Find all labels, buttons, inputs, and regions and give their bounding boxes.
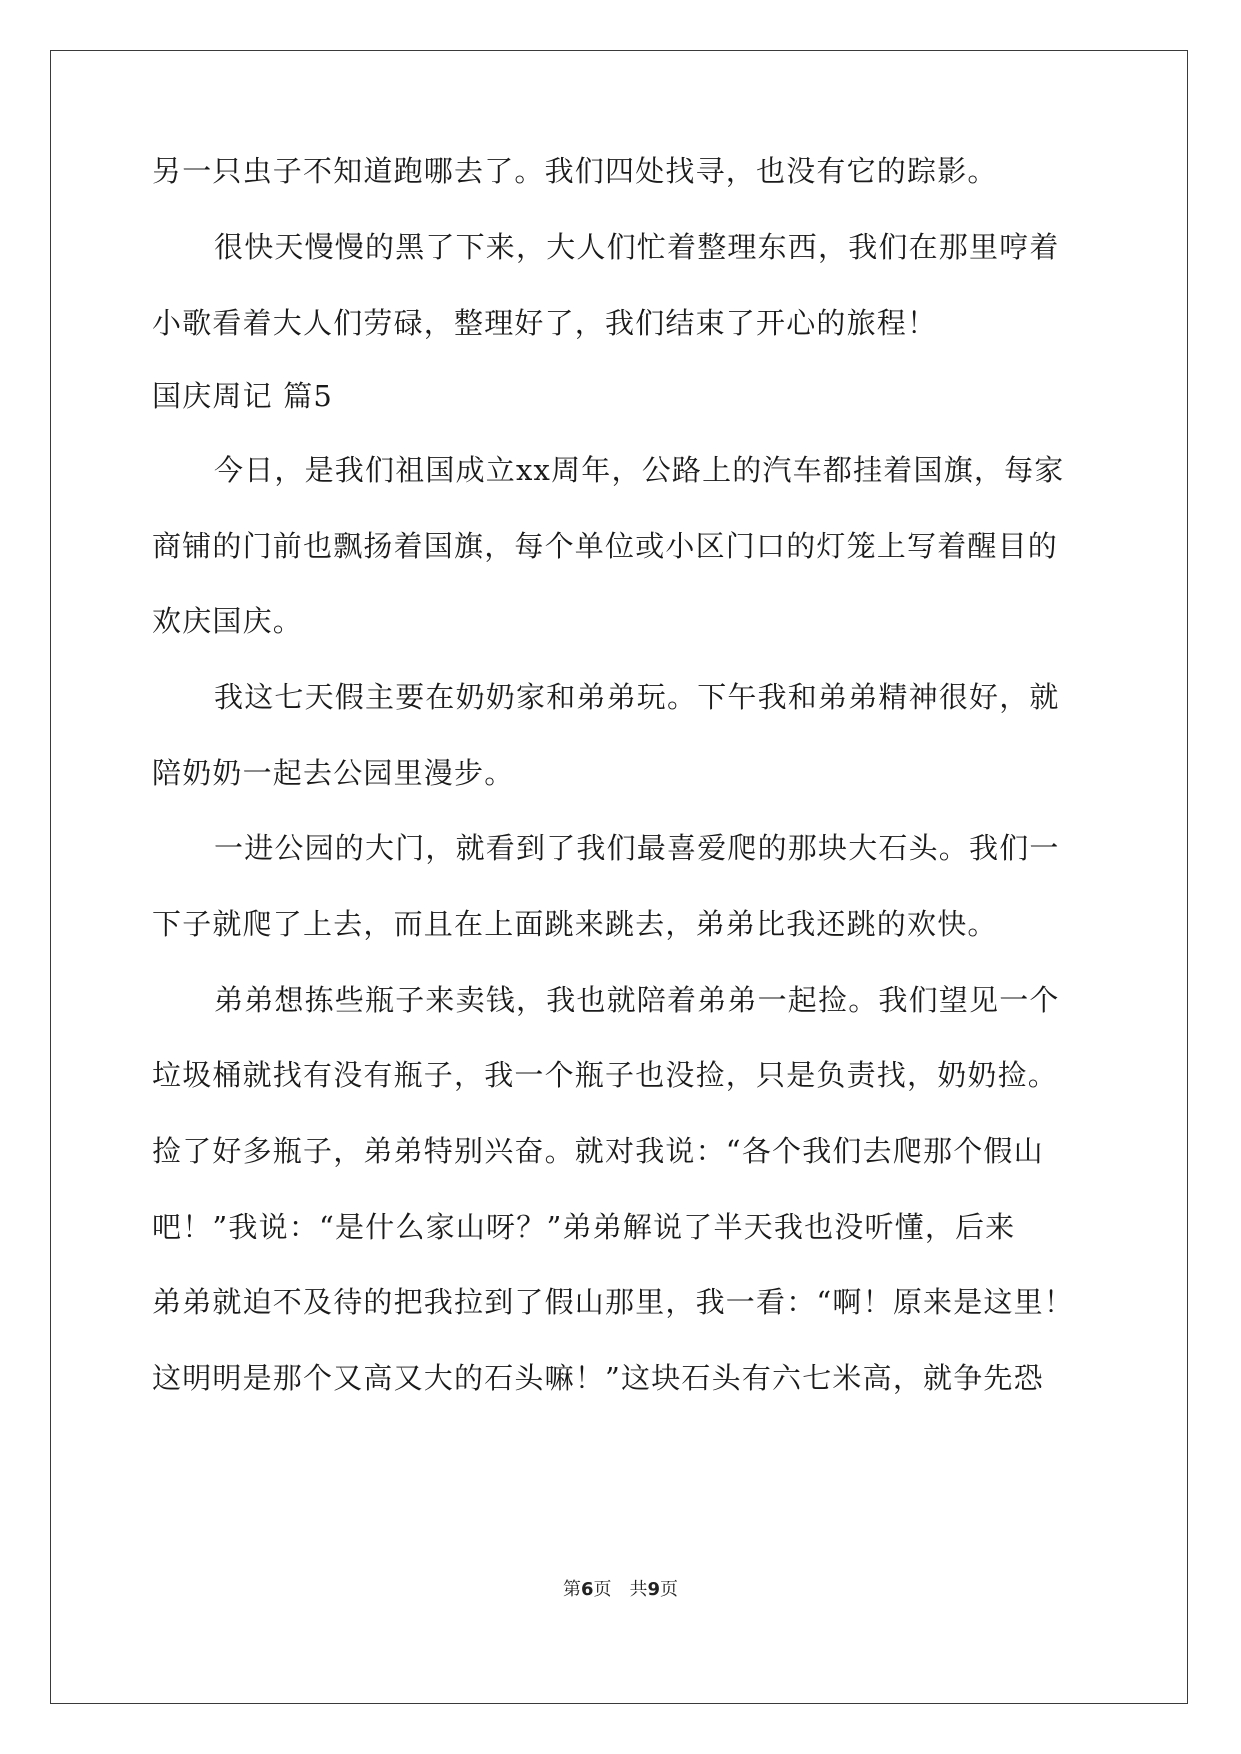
paragraph-start-line: 弟弟想拣些瓶子来卖钱，我也就陪着弟弟一起捡。我们望见一个	[214, 983, 1060, 1017]
page-total	[630, 1579, 679, 1600]
total-prefix: 共	[629, 1579, 648, 1600]
text-line: 捡了好多瓶子，弟弟特别兴奋。就对我说：“各个我们去爬那个假山	[152, 1134, 1044, 1168]
text-line: 弟弟就迫不及待的把我拉到了假山那里，我一看：“啊！原来是这里！	[152, 1285, 1075, 1319]
page-border	[50, 50, 1188, 1704]
paragraph-start-line: 很快天慢慢的黑了下来，大人们忙着整理东西，我们在那里哼着	[214, 230, 1060, 264]
text-line: 吧！”我说：“是什么家山呀？”弟弟解说了半天我也没听懂，后来	[152, 1210, 1016, 1244]
text-line: 欢庆国庆。	[152, 604, 304, 638]
total-page-number: 9	[647, 1579, 661, 1600]
text-line: 垃圾桶就找有没有瓶子，我一个瓶子也没捡，只是负责找，奶奶捡。	[152, 1058, 1059, 1092]
text-line: 下子就爬了上去，而且在上面跳来跳去，弟弟比我还跳的欢快。	[152, 907, 998, 941]
current-page-number: 6	[580, 1579, 594, 1600]
total-suffix: 页	[660, 1579, 679, 1600]
text-line: 陪奶奶一起去公园里漫步。	[152, 756, 515, 790]
text-line: 这明明是那个又高又大的石头嘛！”这块石头有六七米高，就争先恐	[152, 1361, 1044, 1395]
page-number	[563, 1579, 612, 1600]
text-line: 小歌看着大人们劳碌，整理好了，我们结束了开心的旅程！	[152, 306, 938, 340]
text-line: 另一只虫子不知道跑哪去了。我们四处找寻，也没有它的踪影。	[152, 154, 998, 188]
paragraph-start-line: 我这七天假主要在奶奶家和弟弟玩。下午我和弟弟精神很好，就	[214, 680, 1060, 714]
text-line: 商铺的门前也飘扬着国旗，每个单位或小区门口的灯笼上写着醒目的	[152, 529, 1059, 563]
page-prefix: 第	[562, 1579, 581, 1600]
section-heading: 国庆周记 篇5	[152, 379, 334, 413]
page-footer	[0, 1578, 1241, 1602]
page-suffix: 页	[593, 1579, 612, 1600]
paragraph-start-line: 今日，是我们祖国成立xx周年，公路上的汽车都挂着国旗，每家	[214, 453, 1065, 487]
paragraph-start-line: 一进公园的大门，就看到了我们最喜爱爬的那块大石头。我们一	[214, 831, 1060, 865]
